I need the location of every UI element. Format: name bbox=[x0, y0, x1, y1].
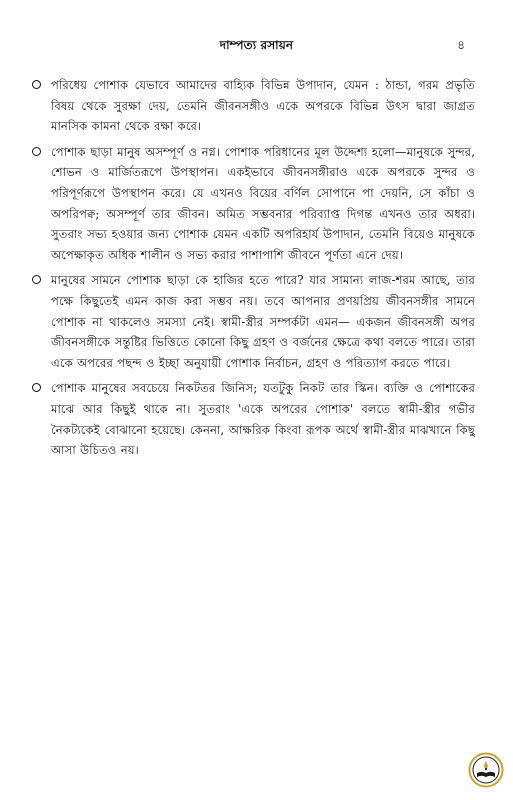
paragraph-4 bbox=[39, 378, 475, 460]
publisher-seal-icon bbox=[468, 752, 504, 788]
paragraph-2 bbox=[39, 142, 475, 266]
running-head bbox=[48, 36, 465, 54]
bullet-ring-icon bbox=[32, 383, 41, 392]
paragraph-1 bbox=[39, 75, 475, 137]
page-number: ৪ bbox=[457, 38, 465, 52]
paragraph-3 bbox=[39, 270, 475, 373]
paragraph-text: পরিধেয় পোশাক যেভাবে আমাদের বাহ্যিক বিভিন্ন উপাদান, যেমন : ঠান্ডা, গরম প্রভৃতি বিষয় থেকে সুরক্ষা দেয়, তেমনি জীবনসঙ্গীও একে অপরকে বিভিন্ন উৎস দ্বারা জাগ্রত মানসিক কামনা থেকে রক্ষা করে। bbox=[51, 78, 475, 134]
bullet-ring-icon bbox=[32, 275, 41, 284]
body-text bbox=[39, 75, 475, 466]
bullet-ring-icon bbox=[32, 147, 41, 156]
bullet-ring-icon bbox=[32, 80, 41, 89]
paragraph-text: পোশাক মানুষের সবচেয়ে নিকটতর জিনিস; যতটুকু নিকট তার স্কিন। ব্যক্তি ও পোশাকের মাঝে আর কিছুই থাকে না। সুতরাং 'একে অপরের পোশাক' বলতে স্বামী-স্ত্রীর গভীর নৈকট্যকেই বোঝানো হয়েছে। কেননা, আক্ষরিক কিংবা রূপক অর্থে স্বামী-স্ত্রীর মাঝখানে কিছু আসা উচিতও নয়। bbox=[51, 381, 475, 458]
running-title: দাম্পত্য রসায়ন bbox=[219, 38, 294, 52]
paragraph-text: পোশাক ছাড়া মানুষ অসম্পূর্ণ ও নগ্ন। পোশাক পরিধানের মূল উদ্দেশ্য হলো—মানুষকে সুন্দর, শোভন ও মার্জিতরূপে উপস্থাপন। একইভাবে জীবনসঙ্গীরাও একে অপরকে সুন্দর ও পরিপূর্ণরূপে উপস্থাপন করে। যে এখনও বিয়ের বর্ণিল সোপানে পা দেয়নি, সে কাঁচা ও অপরিপক্ব; অসম্পূর্ণ তার জীবন। অমিত সম্ভবনার পরিব্যাপ্ত দিগন্ত এখনও তার অধরা। সুতরাং সভ্য হওয়ার জন্য পোশাক যেমন একটি অপরিহার্য উপাদান, তেমনি বিয়েও মানুষকে অপেক্ষাকৃত অধিক শালীন ও সভ্য করার পাশাপাশি জীবনে পূর্ণতা এনে দেয়। bbox=[51, 144, 475, 262]
paragraph-text: মানুষের সামনে পোশাক ছাড়া কে হাজির হতে পারে? যার সামান্য লাজ-শরম আছে, তার পক্ষে কিছুতেই এমন কাজ করা সম্ভব নয়। তবে আপনার প্রণয়প্রিয় জীবনসঙ্গীর সামনে পোশাক না থাকলেও সমস্যা নেই। স্বামী-স্ত্রীর সম্পর্কটা এমন— একজন জীবনসঙ্গী অপর জীবনসঙ্গীকে সন্তুষ্টির ভিত্তিতে কোনো কিছু গ্রহণ ও বর্জনের ক্ষেত্রে কথা বলতে পারে। তারা একে অপরের পছন্দ ও ইচ্ছা অনুযায়ী পোশাক নির্বাচন, গ্রহণ ও পরিত্যাগ করতে পারে। bbox=[51, 273, 475, 370]
